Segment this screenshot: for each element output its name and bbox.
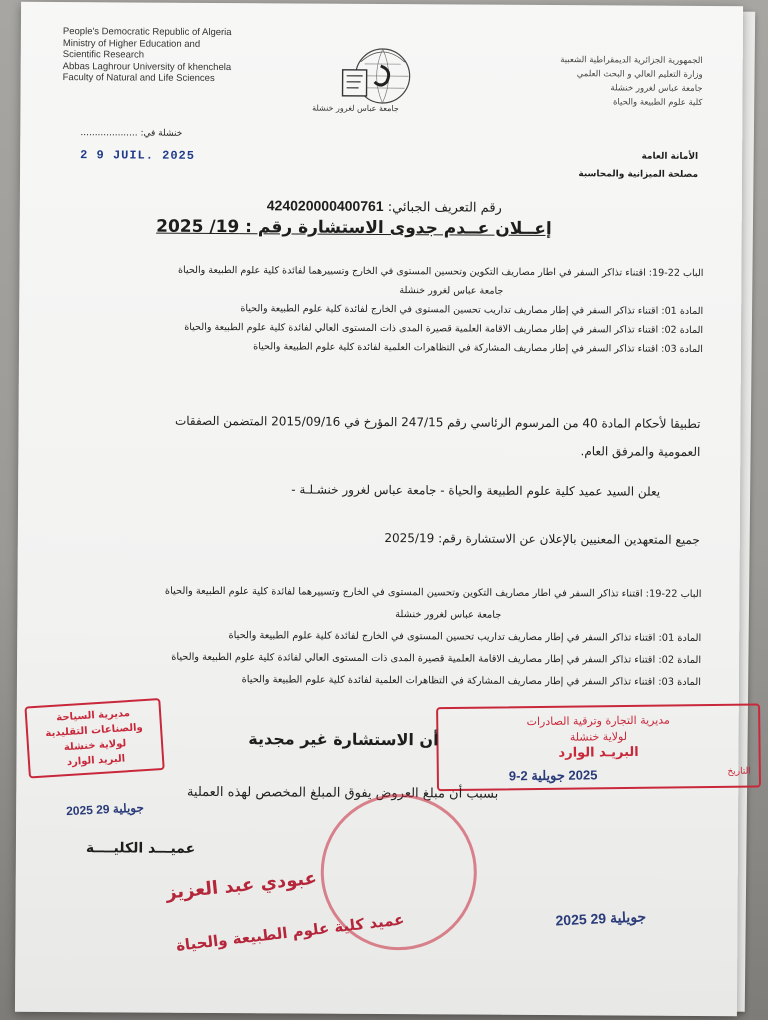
header-en-line: Faculty of Natural and Life Sciences [62, 72, 215, 84]
header-ar-line: الجمهورية الجزائرية الديمقراطية الشعبية [560, 55, 703, 66]
arabic-header [560, 53, 703, 110]
result-statement: أن الاستشارة غير مجدية [248, 729, 439, 750]
article-1: المادة 01: اقتناء تذاكر السفر في إطار مصاريف تداريب تحسين المستوى في الخارج لفائدة كلية علوم الطبيعة والحياة [228, 630, 702, 644]
date-stamp: 2 9 JUIL. 2025 [80, 148, 196, 163]
paragraph-decree: تطبيقا لأحكام المادة 40 من المرسوم الرئاسي رقم 247/15 المؤرخ في 2015/09/16 المتضمن الصفقات [174, 413, 701, 431]
paragraph-decree-cont: العمومية والمرفق العام. [580, 444, 701, 459]
logo-caption: جامعة عباس لغرور خنشلة [312, 103, 399, 114]
chapter-continuation: جامعة عباس لغرور خنشلة [399, 285, 504, 297]
english-header [63, 26, 232, 85]
stamp-line: البريـد الوارد [558, 744, 639, 761]
chapter-line: الباب 22-19: اقتناء تذاكر السفر في اطار مصاريف التكوين وتحسين المستوى في الخارج وتسييرهما لفائدة كلية علوم الطبيعة والحياة [177, 264, 704, 279]
tax-id-label: رقم التعريف الجبائي: [387, 200, 502, 216]
department-budget: مصلحة الميزانية والمحاسبة [578, 169, 699, 180]
stamp-date-bottom: 2025 جويلية 29 [555, 908, 647, 929]
place-date-line: خنشلة في: .................... [80, 128, 183, 139]
stamp-line: مديرية التجارة وترقية الصادرات [526, 713, 670, 729]
header-en-line: Abbas Laghrour University of khenchela [62, 60, 232, 73]
stamp-line: لولاية خنشلة [63, 738, 127, 754]
stamp-line: لولاية خنشلة [569, 730, 628, 744]
items-block-2 [11, 580, 702, 694]
stamp-line: مديرية السياحة والصناعات التقليدية [45, 707, 144, 740]
stamp-date-label: التاريخ [727, 766, 751, 777]
tax-id [267, 197, 502, 215]
signatory-role: عميد كلية علوم الطبيعة والحياة [175, 910, 406, 955]
header-en-line: Scientific Research [62, 49, 145, 61]
dean-title: عميـــد الكليــــة [85, 840, 196, 857]
article-1: المادة 01: اقتناء تذاكر السفر في إطار مصاريف تداريب تحسين المستوى في الخارج لفائدة كلية علوم الطبيعة والحياة [240, 303, 704, 317]
signatory-name: عبودي عبد العزيز [165, 867, 318, 904]
article-2: المادة 02: اقتناء تذاكر السفر في إطار مصاريف الاقامة العلمية قصيرة المدى ذات المستوى العالي لفائدة كلية علوم الطبيعة والحياة [184, 321, 704, 336]
header-ar-line: كلية علوم الطبيعة والحياة [612, 97, 703, 108]
incoming-mail-stamp-right [436, 704, 761, 792]
result-reason: بسبب أن مبلغ العروض يفوق المبلغ المخصص لهذه العملية [186, 784, 499, 802]
paragraph-announce: يعلن السيد عميد كلية علوم الطبيعة والحياة - جامعة عباس لغرور خنشـلـة - [291, 482, 661, 499]
body-text [30, 406, 701, 554]
article-3: المادة 03: اقتناء تذاكر السفر في إطار مصاريف المشاركة في التظاهرات العلمية لفائدة كلية علوم الطبيعة والحياة [253, 341, 704, 355]
items-block-1 [23, 260, 704, 359]
stamp-date-left: 2025 جويلية 29 [65, 800, 145, 819]
paragraph-recipients: جميع المتعهدين المعنيين بالإعلان عن الاستشارة رقم: 2025/19 [384, 531, 700, 547]
incoming-mail-stamp-left [24, 698, 164, 779]
header-ar-line: جامعة عباس لغرور خنشلة [610, 83, 703, 94]
stamp-line: البريد الوارد [66, 753, 126, 769]
header-ar-line: وزارة التعليم العالي و البحث العلمي [576, 69, 703, 80]
article-3: المادة 03: اقتناء تذاكر السفر في إطار مصاريف المشاركة في التظاهرات العلمية لفائدة كلية علوم الطبيعة والحياة [241, 674, 701, 688]
chapter-continuation: جامعة عباس لغرور خنشلة [395, 609, 502, 621]
header-en-line: People's Democratic Republic of Algeria [62, 26, 232, 39]
header-en-line: Ministry of Higher Education and [62, 37, 201, 50]
chapter-line: الباب 22-19: اقتناء تذاكر السفر في اطار مصاريف التكوين وتحسين المستوى في الخارج وتسييرهما لفائدة كلية علوم الطبيعة والحياة [164, 585, 702, 600]
document-page [15, 2, 751, 1016]
article-2: المادة 02: اقتناء تذاكر السفر في إطار مصاريف الاقامة العلمية قصيرة المدى ذات المستوى العالي لفائدة كلية علوم الطبيعة والحياة [171, 651, 702, 666]
tax-id-value: 424020000400761 [266, 197, 384, 215]
document-title: إعــلان عــدم جدوى الاستشارة رقم : 19/ 2025 [156, 216, 552, 240]
department-general: الأمانة العامة [641, 151, 699, 162]
stamp-date-right: 2025 جويلية 2-9 [508, 767, 598, 784]
